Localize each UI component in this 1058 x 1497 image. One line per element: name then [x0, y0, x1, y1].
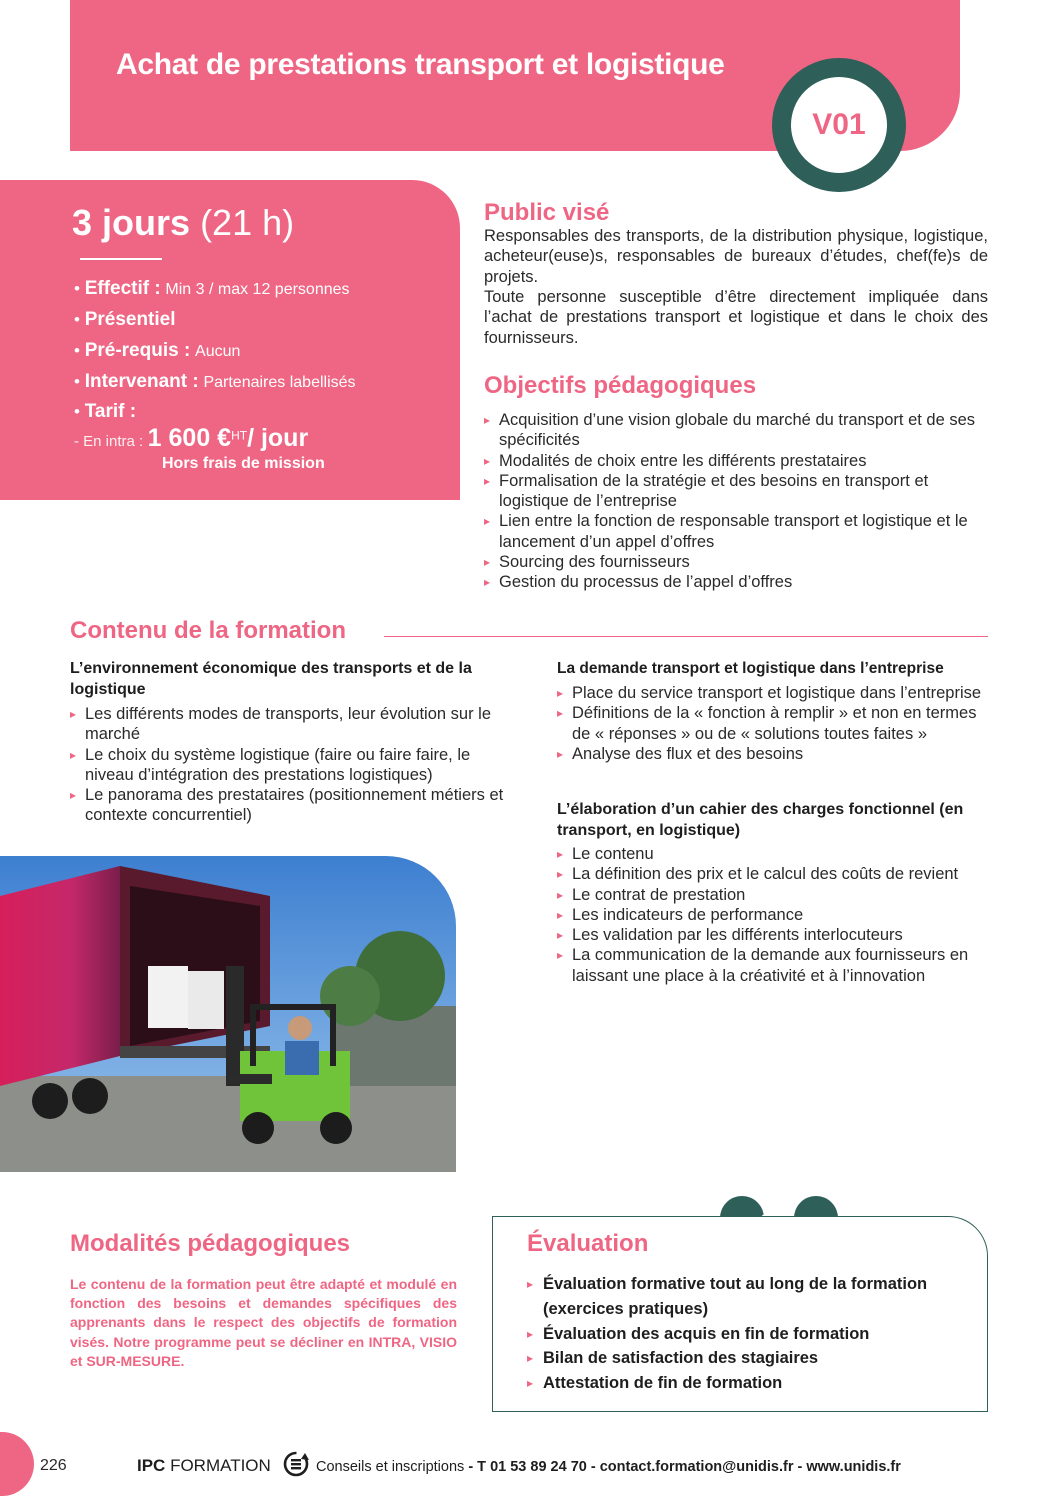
list-item: ▸ Lien entre la fonction de responsable transport et logistique et le lancement d’un appel d’offres	[484, 511, 988, 552]
list-item: ▸ Acquisition d’une vision globale du marché du transport et de ses spécificités	[484, 410, 988, 451]
evaluation-list	[527, 1272, 927, 1396]
contenu-block3-title: L’élaboration d’un cahier des charges fonctionnel (en transport, en logistique)	[557, 801, 964, 839]
list-item: ▸ Évaluation des acquis en fin de formation	[527, 1322, 927, 1347]
refresh-icon	[280, 1448, 312, 1480]
list-item: ▸ La communication de la demande aux fournisseurs en laissant une place à la créativité et à l’innovation	[557, 945, 989, 986]
tarif-line: • Tarif :	[74, 401, 137, 422]
contenu-divider	[384, 636, 988, 637]
list-item: ▸ Bilan de satisfaction des stagiaires	[527, 1346, 927, 1371]
list-item: ▸ Analyse des flux et des besoins	[557, 744, 989, 764]
list-item: ▸ Place du service transport et logistique dans l’entreprise	[557, 683, 989, 703]
contenu-title: Contenu de la formation	[70, 617, 346, 644]
effectif-line: • Effectif : Min 3 / max 12 personnes	[74, 278, 350, 299]
list-item: ▸ Le contenu	[557, 844, 989, 864]
list-item: ▸ Attestation de fin de formation	[527, 1371, 927, 1396]
duration-divider	[80, 258, 162, 260]
price-note: Hors frais de mission	[162, 455, 325, 472]
duration: 3 jours (21 h)	[72, 202, 295, 243]
page-title: Achat de prestations transport et logistique	[116, 48, 725, 81]
course-code: V01	[812, 108, 866, 141]
footer-contact: Conseils et inscriptions - T 01 53 89 24 70 - contact.formation@unidis.fr - www.unidis.fr	[316, 1459, 901, 1475]
contenu-block1-list	[70, 704, 510, 826]
contenu-block1-title: L’environnement économique des transports et de la logistique	[70, 660, 472, 698]
list-item: ▸ Les validation par les différents interlocuteurs	[557, 925, 989, 945]
intervenant-line: • Intervenant : Partenaires labellisés	[74, 371, 356, 392]
list-item: ▸ Les différents modes de transports, leur évolution sur le marché	[70, 704, 510, 745]
mode-line: • Présentiel	[74, 309, 176, 330]
list-item: ▸ Les indicateurs de performance	[557, 905, 989, 925]
list-item: ▸ Définitions de la « fonction à remplir » et non en termes de « réponses » ou de « solutions toutes faites »	[557, 703, 989, 744]
prerequis-line: • Pré-requis : Aucun	[74, 340, 241, 361]
course-code-badge	[772, 58, 906, 192]
contenu-block2-title: La demande transport et logistique dans l’entreprise	[557, 660, 944, 677]
objectifs-title: Objectifs pédagogiques	[484, 372, 757, 399]
price-line: - En intra : 1 600 €$^{HT}$/ jour	[74, 424, 309, 452]
list-item: ▸ Sourcing des fournisseurs	[484, 552, 988, 572]
footer-brand: IPC FORMATION	[137, 1456, 271, 1475]
list-item: ▸ Modalités de choix entre les différents prestataires	[484, 451, 988, 471]
public-title: Public visé	[484, 199, 610, 226]
contenu-block2-list	[557, 683, 989, 764]
public-text-2: Toute personne susceptible d’être directement impliquée dans l’achat de prestations transport et logistique et dans le choix des fournisseurs.	[484, 288, 988, 347]
modalites-text: Le contenu de la formation peut être adapté et modulé en fonction des besoins et demandes spécifiques des apprenants dans le respect des objectifs de formation visés. Notre programme peut se décliner en INTRA, VISIO et SUR-MESURE.	[70, 1276, 457, 1369]
public-text-1: Responsables des transports, de la distribution physique, logistique, acheteur(euse)s, responsables de bureaux d’études, chef(fe)s de projets.	[484, 227, 988, 286]
evaluation-title: Évaluation	[527, 1230, 649, 1257]
objectifs-list	[484, 410, 988, 593]
page-number: 226	[40, 1457, 67, 1474]
footer-decor	[0, 1432, 34, 1496]
list-item: ▸ Le choix du système logistique (faire ou faire faire, le niveau d’intégration des prestations logistiques)	[70, 745, 510, 786]
forklift-truck-photo	[0, 856, 456, 1172]
modalites-title: Modalités pédagogiques	[70, 1230, 351, 1257]
decor-cover	[712, 1217, 842, 1247]
list-item: ▸ Le panorama des prestataires (positionnement métiers et contexte concurrentiel)	[70, 785, 510, 826]
list-item: ▸ Le contrat de prestation	[557, 885, 989, 905]
list-item: ▸ Évaluation formative tout au long de la formation (exercices pratiques)	[527, 1272, 927, 1322]
list-item: ▸ Formalisation de la stratégie et des besoins en transport et logistique de l’entreprise	[484, 471, 988, 512]
list-item: ▸ Gestion du processus de l’appel d’offres	[484, 572, 988, 592]
list-item: ▸ La définition des prix et le calcul des coûts de revient	[557, 864, 989, 884]
contenu-block3-list	[557, 844, 989, 986]
